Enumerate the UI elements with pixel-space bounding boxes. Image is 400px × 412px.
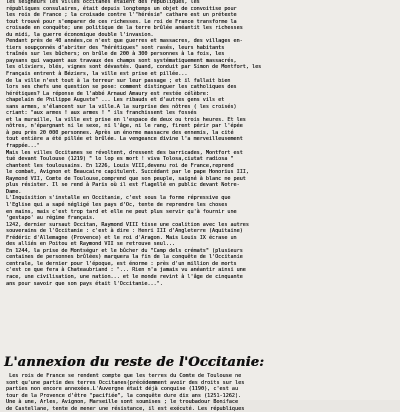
text-line: Une à une, Arles, Avignon, Marseille sont soumises ; le troubadour Boniface [6, 399, 239, 406]
text-line: tout entière a été pillée et brûlée. La vengeance divine l'a merveilleusement [6, 136, 243, 143]
text-line: du midi, la guerre économique double l'invasion. [6, 31, 154, 38]
text-line: à peu près 20 000 personnes. Après un énorme massacre des ennemis, la cité [6, 129, 234, 136]
text-line: des alliés en Poitou et Raymond VII se retrouve seul... [6, 241, 176, 248]
text-line: les oliviers, blés, vignes sont dévastés. Quand, conduit par Simon de Montfort, les [6, 64, 262, 71]
text-line: 'gestapo' au régime français. [6, 215, 96, 222]
text-line: sont qu'une partie des terres Occitanes(précédemment avoir des droits sur les [6, 379, 245, 386]
text-line: de la ville n'est tout à la terreur sur leur passage ; et il fallait bien [6, 77, 231, 84]
text-line: en mains, mais c'est trop tard et elle ne peut plus servir qu'à fournir une [6, 208, 237, 215]
text-line: race, une civilisation, une nation... et le monde revint à l'âge de cinquante [6, 273, 243, 280]
text-line: centaines de personnes brûlées) marquera la fin de la conquête de l'Occitanie [6, 254, 243, 261]
text-line: Frédéric d'Allemagne (Provence) et le roi d'Aragon. Mais Louis IX écrase un [6, 234, 237, 241]
text-line: centrale, le dernier pour l'époque, est énorme : près d'un million de morts [6, 260, 237, 267]
text-line: parties non encore annexées.L'Auvergne était déjà conquise (1190), c'est au [6, 386, 239, 393]
text-line: et la muraille, la ville est prise en l'espace de deux ou trois heures. Et les [6, 116, 246, 123]
text-line: traînés sur les bûchers; on brûle de 200 à 300 personnes à la fois, les [6, 51, 225, 58]
text-line: les seigneurs les villes occitanes étaient des républiques, les [6, 0, 200, 5]
text-line: tour de la Provence d'être "pacifiée", la conquête dure dix ans (1251-1262). [6, 392, 242, 399]
text-line: républiques consulaires, était depuis longtemps un objet de convoitise pour [6, 5, 237, 12]
text-line: L'Inquisition s'installe en Occitanie, c'est sous la forme répressive que [6, 195, 231, 202]
text-line: chantent les toulousains. En 1226, Louis VIII,devenu roi de France,reprend [6, 162, 234, 169]
text-line: ans pour savoir que son pays était l'Occitanie...". [6, 280, 163, 287]
text-line: sans armes, s'élancent sur la ville.A la surprise des nôtres ( les croisés) [6, 103, 237, 110]
text-line: Pendant près de 40 années,ce n'est que guerres et massacres, des villages en- [6, 38, 243, 45]
text-line: En 1244, la prise de Montségur et le bûcher du "Camp dels crémats" (plusieurs [6, 247, 243, 254]
text-line: les rois de France ; la croisade contre l'"hérésie" cathare est un prétexte [6, 12, 237, 19]
text-line: tout trouvé pour s'emparer de ces richesses. Le roi de France transforme la [6, 18, 237, 25]
text-line: paysans qui vaquent aux travaux des champs sont systématiquement massacrés, [6, 57, 237, 64]
text-line: Les rois de France se rendent compte que les terres du Comte de Toulouse ne [6, 373, 242, 379]
text-line: criant: "aux armes ! aux armes ! " ils franchissent les fossés [6, 110, 197, 117]
text-line: Dame. [6, 188, 22, 195]
text-line: l'Eglise qui a sapé négligé les pays d'Oc, tente de reprendre les choses [6, 201, 228, 208]
text-line: Raymond VII, Comte de Toulouse,comprend que son peuple, saigné à blanc ne peut [6, 175, 246, 182]
text-line: frappée..." [6, 143, 40, 150]
text-line: souverains de l'Occitanie : c'est à dire : Henri III d'Angleterre (Aquitaine) [6, 228, 243, 235]
section-heading: L'annexion du reste de l'Occitanie: [4, 355, 265, 370]
text-line: croisade en conquête; une politique de la terre brûlée anéantit les richesses [6, 25, 243, 32]
text-line: nôtres, n'épargnant ni le sexe, ni l'âge, ni le rang, firent périr par l'épée [6, 123, 243, 130]
text-line: tiers soupçonnés d'abriter des "hérétiques" sont rasés, leurs habitants [6, 44, 225, 51]
text-line: chapelain de Philippe Auguste" ... Les ribauds et d'autres gens vils et [6, 97, 225, 104]
text-line: Français entrent à Béziers, la ville est prise et pillée... [6, 71, 188, 78]
body-text [6, 0, 392, 287]
text-line: hérétiques? La réponse de l'abbé Arnaud Amaury est restée célèbre: [6, 90, 209, 97]
text-line: lors ses chefs une question se pose: comment distinguer les catholiques des [6, 84, 237, 91]
text-line: plus résister. Il se rend à Paris où il est flagellé en public devant Notre- [6, 182, 240, 189]
text-line: 1242, dernier sursaut Occitan, Raymond VIII tisse une coalition avec les autres [6, 221, 249, 228]
text-line: c'est ce que fera à Chateaubriand : "... Rien n'a jamais vu anéantir ainsi une [6, 267, 246, 274]
text-line: le combat, Avignon et Beaucaire capitulent. Succédant par le pape Honorius III, [6, 169, 249, 176]
text-line: Mais les villes Occitanes se révoltent, dressent des barricades, Montfort est [6, 149, 243, 156]
body-text-continued [6, 373, 392, 412]
text-line: tué devant Toulouse (1219) " lo lop es mort ! viva Tolosa,ciutat radiosa " [6, 156, 234, 163]
text-line: de Castellane, tente de mener une résistance, il est exécuté. Les républiques [6, 405, 245, 412]
